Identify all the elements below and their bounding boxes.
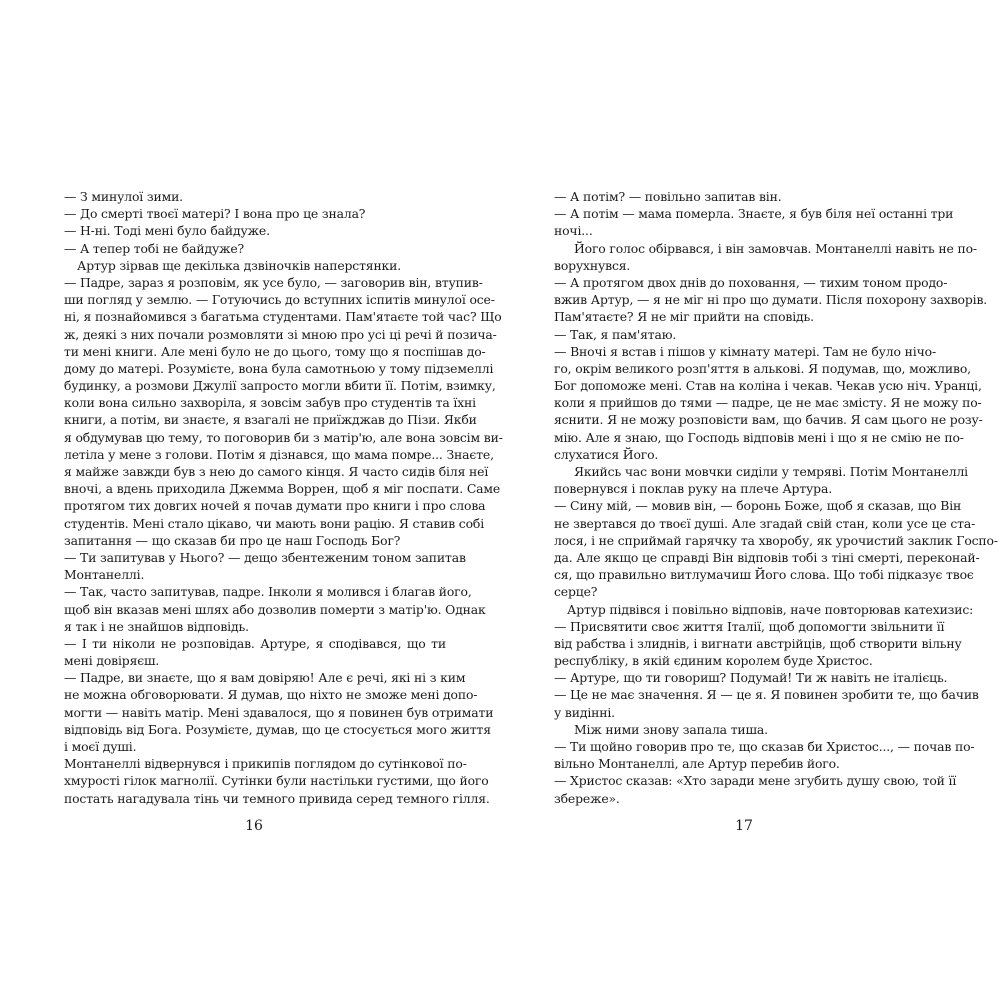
- text-line: — До смерті твоєї матері? І вона про це знала?: [64, 206, 366, 222]
- text-line: повернувся і поклав руку на плече Артура.: [554, 481, 832, 497]
- text-line: вночі, а вдень приходила Джемма Воррен, щоб я міг поспати. Саме: [64, 481, 501, 497]
- text-line: ж, деякі з них почали розмовляти зі мною про усі ці речі й позича-: [64, 326, 497, 342]
- text-line: дому до матері. Розумієте, вона була самотньою у тому підземеллі: [64, 360, 494, 376]
- text-line: — Так, часто запитував, падре. Інколи я молився і благав його,: [64, 584, 472, 600]
- text-line: ши погляд у землю. — Готуючись до вступних іспитів минулої осе-: [64, 292, 495, 308]
- text-line: мію. Але я знаю, що Господь відповів мені і що я не смію не по-: [554, 429, 964, 445]
- text-line: книги, а потім, ви знаєте, я взагалі не приїжджав до Пізи. Якби: [64, 412, 477, 428]
- text-line: вільно Монтанеллі, але Артур перебив його.: [554, 756, 840, 772]
- text-line: — Це не має значення. Я — це я. Я повинен зробити те, що бачив: [554, 687, 979, 703]
- text-line: від рабства і злиднів, і вигнати австрійців, щоб створити вільну: [554, 635, 962, 651]
- text-line: Артур зірвав ще декілька дзвіночків наперстянки.: [77, 257, 402, 273]
- text-line: у видінні.: [554, 704, 615, 720]
- text-line: не можна обговорювати. Я думав, що ніхто не зможе мені допо-: [64, 687, 478, 703]
- text-line: вжив Артур, — я не міг ні про що думати. Після похорону захворів.: [554, 292, 988, 308]
- text-line: коли вона сильно захворіла, я зовсім забув про студентів та їхні: [64, 395, 476, 411]
- text-line: протягом тих довгих ночей я почав думати про книги і про слова: [64, 498, 486, 514]
- text-line: Бог допоможе мені. Став на коліна і чекав. Чекав усю ніч. Уранці,: [554, 378, 982, 394]
- text-line: запитання — що сказав би про це наш Господь Бог?: [64, 532, 401, 548]
- text-line: я майже завжди був з нею до самого кінця. Я часто сидів біля неї: [64, 464, 489, 479]
- text-line: лося, і не сприймай гарячку та хворобу, як урочистий заклик Госпо-: [554, 532, 998, 548]
- left-page-number: 16: [245, 818, 263, 834]
- text-line: — Ти щойно говорив про те, що сказав би Христос..., — почав по-: [554, 739, 975, 754]
- text-line: ся, що правильно витлумачиш Його слова. Що тобі підказує твоє: [554, 567, 974, 583]
- text-line: да. Але якщо це справді Він відповів тобі з тіні смерті, переконай-: [554, 549, 980, 565]
- text-line: — Присвятити своє життя Італії, щоб допомогти звільнити її: [554, 618, 945, 634]
- text-line: збереже».: [554, 790, 620, 806]
- right-page: [554, 188, 998, 828]
- text-line: я обдумував цю тему, то поговорив би з матір'ю, але вона зовсім ви-: [64, 429, 503, 445]
- text-line: Його голос обірвався, і він замовчав. Монтанеллі навіть не по-: [574, 240, 977, 256]
- text-line: могти — навіть матір. Мені здавалося, що я повинен був отримати: [64, 704, 494, 720]
- text-line: коли я прийшов до тями — падре, це не має змісту. Я не можу по-: [554, 395, 982, 411]
- text-line: яснити. Я не можу розповісти вам, що бачив. Я сам цього не розу-: [554, 412, 983, 428]
- text-line: Якийсь час вони мовчки сиділи у темряві. Потім Монтанеллі: [574, 464, 968, 479]
- text-line: го, окрім великого розп'яття в алькові. Я подумав, що, можливо,: [554, 360, 971, 376]
- text-line: — Ти запитував у Нього? — дещо збентеженим тоном запитав: [64, 549, 466, 565]
- text-line: — Падре, зараз я розповім, як усе було, — заговорив він, втупив-: [64, 274, 483, 290]
- text-line: постать нагадувала тінь чи темного привида серед темного гілля.: [64, 790, 490, 806]
- text-line: — А потім — мама померла. Знаєте, я був біля неї останні три: [554, 206, 954, 222]
- text-line: хмурості гілок магнолії. Сутінки були настільки густими, що його: [64, 773, 489, 789]
- text-line: — Н-ні. Тоді мені було байдуже.: [64, 223, 270, 239]
- text-line: мені довіряєш.: [64, 653, 160, 669]
- text-line: серце?: [554, 584, 598, 600]
- left-page: [64, 188, 503, 828]
- text-line: — А потім? — повільно запитав він.: [554, 189, 782, 204]
- text-line: — А тепер тобі не байдуже?: [64, 240, 245, 256]
- text-line: і моєї душі.: [64, 739, 137, 754]
- text-line: Монтанеллі відвернувся і прикипів поглядом до сутінкової по-: [64, 756, 467, 772]
- text-line: слухатися Його.: [554, 446, 659, 462]
- text-line: не звертався до твоєї душі. Але згадай свій стан, коли усе це ста-: [554, 515, 976, 531]
- text-line: щоб він вказав мені шлях або дозволив померти з матір'ю. Однак: [64, 601, 486, 617]
- text-line: будинку, а розмови Джулії запросто могли вбити її. Потім, взимку,: [64, 378, 496, 394]
- text-line: студентів. Мені стало цікаво, чи мають вони рацію. Я ставив собі: [64, 515, 485, 531]
- text-line: Пам'ятаєте? Я не міг прийти на сповідь.: [554, 309, 814, 325]
- text-line: — І ти ніколи не розповідав. Артуре, я сподівався, що ти: [64, 635, 446, 651]
- text-line: летіла у мене з голови. Потім я дізнався, що мама помре... Знаєте,: [64, 446, 494, 462]
- text-line: республіку, в якій єдиним королем буде Христос.: [554, 653, 873, 669]
- right-page-number: 17: [735, 818, 753, 834]
- text-line: — Христос сказав: «Хто заради мене згубить душу свою, той її: [554, 773, 957, 789]
- text-line: — Так, я пам'ятаю.: [554, 326, 677, 342]
- text-line: Артур підвівся і повільно відповів, наче повторював катехизис:: [567, 601, 974, 617]
- text-line: Між ними знову запала тиша.: [574, 721, 768, 737]
- text-line: — Падре, ви знаєте, що я вам довіряю! Але є речі, які ні з ким: [64, 670, 466, 686]
- text-line: ночі...: [554, 223, 593, 239]
- text-line: я так і не знайшов відповідь.: [64, 618, 249, 634]
- text-line: — З минулої зими.: [64, 189, 183, 204]
- text-line: відповідь від Бога. Розумієте, думав, що це стосується мого життя: [64, 721, 491, 737]
- text-line: — Сину мій, — мовив він, — боронь Боже, щоб я сказав, що Він: [554, 498, 962, 514]
- text-line: — Вночі я встав і пішов у кімнату матері. Там не було нічо-: [554, 343, 936, 359]
- text-line: ворухнувся.: [554, 257, 631, 273]
- text-line: ні, я познайомився з багатьма студентами. Пам'ятаєте той час? Що: [64, 309, 502, 325]
- text-line: — Артуре, що ти говориш? Подумай! Ти ж навіть не італієць.: [554, 670, 948, 686]
- text-line: Монтанеллі.: [64, 567, 145, 583]
- text-line: ти мені книги. Але мені було не до цього, тому що я поспішав до-: [64, 343, 486, 359]
- text-line: — А протягом двох днів до поховання, — тихим тоном продо-: [554, 274, 948, 290]
